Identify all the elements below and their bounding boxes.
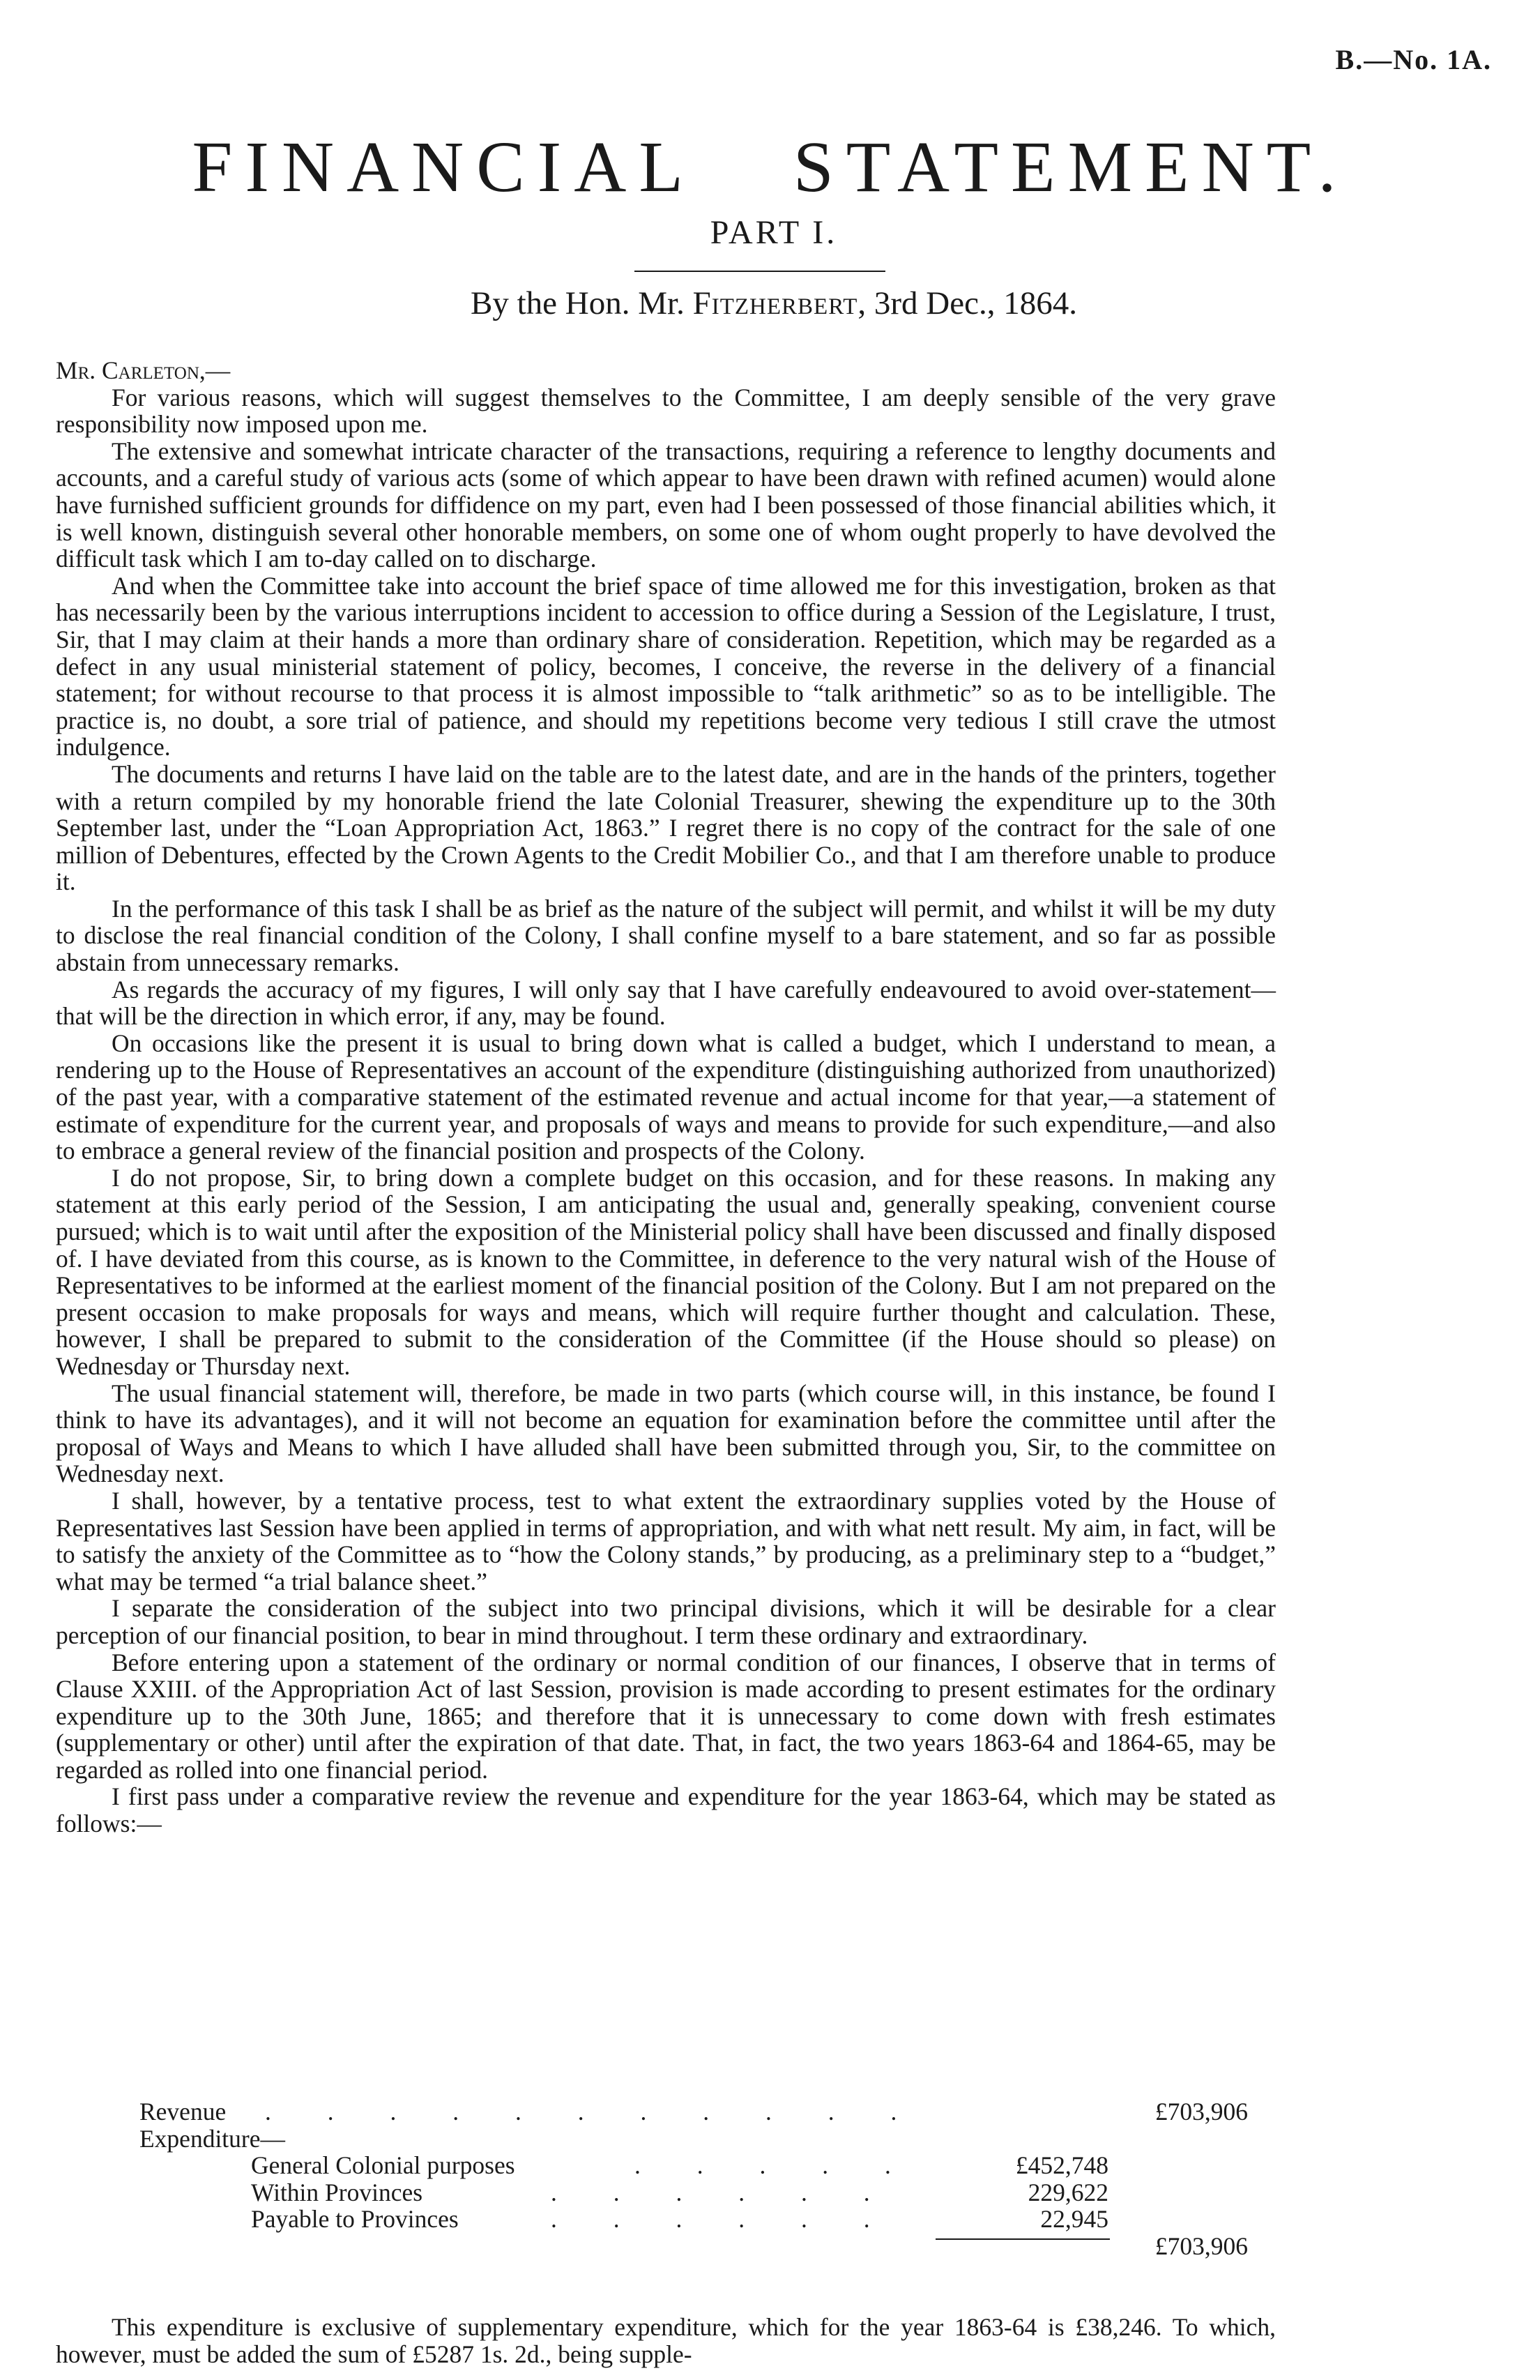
- leader-dots: . . . . . . . . . . .: [265, 2098, 922, 2125]
- statement-body: [56, 357, 1276, 1837]
- revenue-total: £703,906: [1154, 2098, 1248, 2125]
- paragraph: In the performance of this task I shall be as brief as the nature of the subject will permit, and whilst it will be my duty to disclose the real financial condition of the Colony, I shall confine myself to a bare statement, and so far as possible abstain from unnecessary remarks.: [56, 894, 1276, 977]
- address-line: Mr. Carleton,—: [56, 356, 231, 384]
- paragraph: I shall, however, by a tentative process, test to what extent the extraordinary supplies voted by the House of Representatives last Session have been applied in terms of appropriation, and with what nett result. My aim, in fact, will be to satisfy the anxiety of the Committee as to “how the Colony stands,” by producing, as a preliminary step to a “budget,” what may be termed “a trial balance sheet.”: [56, 1486, 1276, 1595]
- page-reference: B.—No. 1A.: [1335, 44, 1492, 75]
- document-title: [84, 126, 1457, 209]
- expenditure-label: Expenditure—: [139, 2124, 285, 2153]
- paragraph: This expenditure is exclusive of supplementary expenditure, which for the year 1863-64 is £38,246. To which, however, must be added the sum of £5287 1s. 2d., being supple-: [56, 2313, 1276, 2368]
- expenditure-total-row: [56, 2233, 1276, 2260]
- paragraph: I separate the consideration of the subject into two principal divisions, which it will be desirable for a clear perception of our financial position, to bear in mind throughout. I term these ordinary and extraordinary.: [56, 1594, 1276, 1649]
- expenditure-item-label: General Colonial purposes: [251, 2151, 515, 2180]
- title-rule: [634, 271, 885, 272]
- document-subtitle: PART I.: [710, 214, 838, 251]
- expenditure-row: [56, 2125, 1276, 2153]
- revenue-label: Revenue: [139, 2098, 227, 2125]
- paragraph: As regards the accuracy of my figures, I will only say that I have carefully endeavoured to avoid over-statement—that will be the direction in which error, if any, may be found.: [56, 975, 1276, 1031]
- leader-dots: . . . . . .: [551, 2178, 895, 2206]
- expenditure-item-amount: 229,622: [1028, 2178, 1108, 2206]
- paragraph: And when the Committee take into account the brief space of time allowed me for this investigation, broken as that has necessarily been by the various interruptions incident to accession to office during a Session of the Legislature, I trust, Sir, that I may claim at their hands a more than ordinary share of consideration. Repetition, which may be regarded as a defect in any usual ministerial statement of policy, becomes, I conceive, the reverse in the delivery of a financial statement; for without recourse to that process it is almost impossible to “talk arithmetic” so as to be intelligible. The practice is, no doubt, a sore trial of patience, and should my repetitions become very tedious I still crave the utmost indulgence.: [56, 571, 1276, 761]
- leader-dots: . . . . . .: [551, 2205, 895, 2234]
- title-word-financial: FINANCIAL: [192, 127, 696, 207]
- expenditure-item-row: [56, 2206, 1276, 2233]
- paragraph: The usual financial statement will, therefore, be made in two parts (which course will, in this instance, be found I think to have its advantages), and it will not become an equation for examination before the committee until after the proposal of Ways and Means to which I have alluded shall have been submitted through you, Sir, to the committee on Wednesday next.: [56, 1379, 1276, 1488]
- expenditure-item-label: Payable to Provinces: [251, 2205, 459, 2234]
- byline-date: , 3rd Dec., 1864.: [857, 285, 1077, 321]
- leader-dots: . . . . .: [634, 2151, 916, 2180]
- byline-prefix: By the Hon. Mr.: [471, 285, 685, 321]
- expenditure-item-amount: £452,748: [1015, 2151, 1108, 2180]
- revenue-row: [56, 2098, 1276, 2125]
- expenditure-item-row: [56, 2152, 1276, 2179]
- closing-paragraph-block: [56, 2314, 1276, 2367]
- expenditure-item-amount: 22,945: [1040, 2205, 1108, 2234]
- paragraph: The extensive and somewhat intricate character of the transactions, requiring a reference to lengthy documents and accounts, and a careful study of various acts (some of which appear to have been drawn with refined acumen) would alone have furnished sufficient grounds for diffidence on my part, even had I been possessed of those financial abilities which, it is well known, distinguish several other honorable members, on some one of whom ought properly to have devolved the difficult task which I am to-day called on to discharge.: [56, 437, 1276, 573]
- paragraph: The documents and returns I have laid on the table are to the latest date, and are in the hands of the printers, together with a return compiled by my honorable friend the late Colonial Treasurer, shewing the expenditure up to the 30th September last, under the “Loan Appropriation Act, 1863.” I regret there is no copy of the contract for the sale of one million of Debentures, effected by the Crown Agents to the Credit Mobilier Co., and that I am therefore unable to produce it.: [56, 759, 1276, 896]
- expenditure-item-label: Within Provinces: [251, 2178, 423, 2206]
- title-word-statement: STATEMENT.: [793, 127, 1349, 207]
- sum-rule: [936, 2238, 1110, 2240]
- paragraph: Before entering upon a statement of the ordinary or normal condition of our finances, I observe that in terms of Clause XXIII. of the Appropriation Act of last Session, provision is made according to present estimates for the ordinary expenditure up to the 30th June, 1865; and therefore that it is unnecessary to come down with fresh estimates (supplementary or other) until after the expiration of that date. That, in fact, the two years 1863-64 and 1864-65, may be regarded as rolled into one financial period.: [56, 1648, 1276, 1784]
- expenditure-item-row: [56, 2179, 1276, 2206]
- paragraph: I first pass under a comparative review the revenue and expenditure for the year 1863-64, which may be stated as follows:—: [56, 1782, 1276, 1838]
- byline-speaker: Fitzherbert: [692, 285, 858, 321]
- byline: [84, 285, 1464, 322]
- expenditure-total: £703,906: [1154, 2231, 1248, 2260]
- paragraph: For various reasons, which will suggest themselves to the Committee, I am deeply sensible of the very grave responsibility now imposed upon me.: [56, 383, 1276, 439]
- paragraph: On occasions like the present it is usual to bring down what is called a budget, which I understand to mean, a rendering up to the House of Representatives an account of the expenditure (distinguishing authorized from unauthorized) of the past year, with a comparative statement of the estimated revenue and actual income for that year,—a statement of estimate of expenditure for the current year, and proposals of ways and means to provide for such expenditure,—and also to embrace a general review of the financial position and prospects of the Colony.: [56, 1029, 1276, 1165]
- revenue-expenditure-table: [56, 2098, 1276, 2260]
- paragraph: I do not propose, Sir, to bring down a complete budget on this occasion, and for these reasons. In making any statement at this early period of the Session, I am anticipating the usual and, generally speaking, convenient course pursued; which is to wait until after the exposition of the Ministerial policy shall have been discussed and finally disposed of. I have deviated from this course, as is known to the Committee, in deference to the very natural wish of the House of Representatives to be informed at the earliest moment of the financial position of the Colony. But I am not prepared on the present occasion to make proposals for ways and means, which will require further thought and calculation. These, however, I shall be prepared to submit to the consideration of the Committee (if the House should so please) on Wednesday or Thursday next.: [56, 1163, 1276, 1380]
